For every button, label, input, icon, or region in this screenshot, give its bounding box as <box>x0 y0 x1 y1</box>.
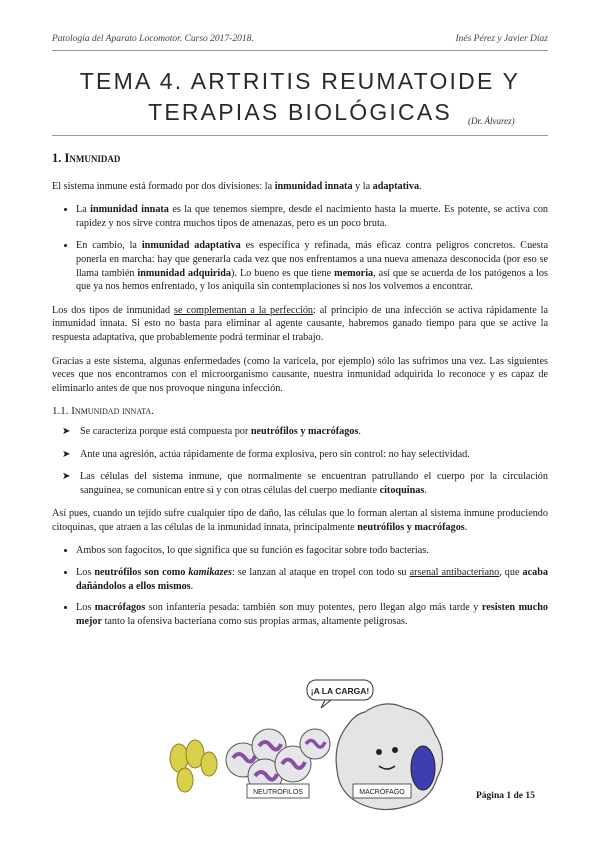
paragraph-varicela: Gracias a este sistema, algunas enfermedades (como la varicela, por ejemplo) sólo las sufrimos una vez. Las siguientes veces que nos encontramos con el microorganismo causante, nuestra inmunidad adquirida lo reconoce y es capaz de eliminarlo antes de que nos provoque ninguna infección. <box>52 355 548 394</box>
paragraph-tissue-damage: Así pues, cuando un tejido sufre cualquier tipo de daño, las células que lo forman alertan al sistema inmune produciendo citoquinas, que atraen a las células de la inmunidad innata, principalmente neutrófilos y macrófagos. <box>52 508 548 533</box>
professor-name: (Dr. Álvarez) <box>468 116 515 126</box>
list-item: • En cambio, la inmunidad adaptativa es específica y refinada, más eficaz contra peligros concretos. Cuesta ponerla en marcha: hay que generarla cada vez que nos enfrentamos a una nueva amenaza desconocida (por eso se llama también inmunidad adquirida). Lo bueno es que tiene memoria, así que se acuerda de los patógenos a los que ya nos hemos enfrentado, y los aniquila sin contemplaciones si nos los volvemos a encontrar. <box>76 239 548 293</box>
cell-labels <box>247 784 411 798</box>
header-course: Patología del Aparato Locomotor. Curso 2017-2018. <box>52 34 254 44</box>
bullet-list-phagocytes <box>52 544 548 628</box>
title-divider <box>52 135 548 136</box>
list-item: • Ambos son fagocitos, lo que significa que su función es fagocitar sobre todo bacterias. <box>76 544 548 558</box>
header-authors: Inés Pérez y Javier Díaz <box>455 34 548 44</box>
subsection-heading-innata: 1.1. Inmunidad innata. <box>52 405 154 418</box>
label-macrophage: MACRÓFAGO <box>359 789 405 796</box>
list-item: • Los macrófagos son infantería pesada: también son muy potentes, pero llegan algo más tarde y resisten mucho mejor tanto la ofensiva bacteriana como sus propias armas, altamente peligrosas. <box>76 601 548 628</box>
label-neutrophils: NEUTRÓFILOS <box>253 789 303 796</box>
list-item: ➤ Ante una agresión, actúa rápidamente de forma explosiva, pero sin control: no hay selectividad. <box>62 448 470 460</box>
arrow-bullet-icon: ➤ <box>62 471 71 483</box>
speech-bubble <box>307 680 373 708</box>
paragraph-complement: Los dos tipos de inmunidad se complementan a la perfección: al principio de una infección se activa rápidamente la inmunidad innata. Si esto no basta para eliminar al agente causante, habremos ganado tiempo para que se active la respuesta adaptativa, que probablemente podrá terminar el trabajo. <box>52 304 548 343</box>
list-item: ➤ Las células del sistema inmune, que normalmente se encuentran patrullando el cuerpo por la circulación sanguínea, se comunican entre sí y con otras células del cuerpo mediante citoquinas. <box>62 471 548 496</box>
section-heading-inmunidad: 1. Inmunidad <box>52 151 121 165</box>
bullet-list-immunity-types <box>52 203 548 294</box>
header-divider <box>52 50 548 51</box>
neutrophil-cells-icon <box>226 729 330 793</box>
list-item: • La inmunidad innata es la que tenemos siempre, desde el nacimiento hasta la muerte. Es potente, se activa con rapidez y nos sirve contra muchos tipos de amenazas, pero es un poco bruta. <box>76 203 548 230</box>
immune-cells-illustration <box>165 672 465 812</box>
paragraph-intro: El sistema inmune está formado por dos divisiones: la inmunidad innata y la adaptativa. <box>52 180 422 192</box>
arrow-bullet-icon: ➤ <box>62 425 71 437</box>
page-number: Página 1 de 15 <box>476 791 535 801</box>
list-item: • Los neutrófilos son como kamikazes: se lanzan al ataque en tropel con todo su arsenal antibacteriano, que acaba dañándolos a ellos mismos. <box>76 566 548 593</box>
arrow-bullet-icon: ➤ <box>62 448 71 460</box>
title-line-1: TEMA 4. ARTRITIS REUMATOIDE Y <box>79 68 521 94</box>
document-body <box>52 148 548 638</box>
list-item: ➤ Se caracteriza porque está compuesta por neutrófilos y macrófagos. <box>62 425 361 437</box>
speech-text: ¡A LA CARGA! <box>310 686 370 696</box>
arrow-list-innata <box>52 425 548 497</box>
bacteria-icon <box>170 740 217 792</box>
title-line-2: TERAPIAS BIOLÓGICAS <box>148 99 452 125</box>
